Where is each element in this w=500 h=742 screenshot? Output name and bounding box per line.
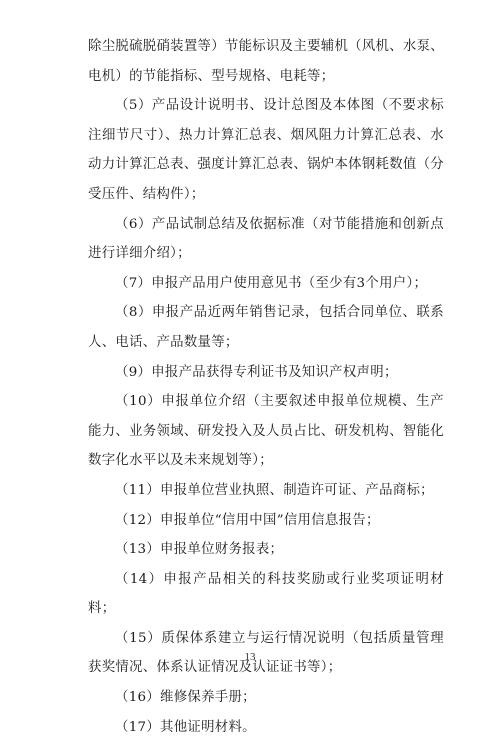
list-item-12: （12）申报单位“信用中国”信用信息报告； (115, 512, 380, 528)
list-item-7: （7）申报产品用户使用意见书（至少有3个用户）； (115, 275, 428, 291)
page-number: 13 (244, 651, 256, 663)
list-item-8: （8）申报产品近两年销售记录，包括合同单位、联系人、电话、产品数量等； (88, 305, 444, 350)
list-item-11: （11）申报单位营业执照、制造许可证、产品商标； (115, 482, 434, 498)
list-item-16: （16）维修保养手册； (115, 690, 256, 706)
paragraph-continuation: 除尘脱硫脱硝装置等）节能标识及主要辅机（风机、水泵、电机）的节能指标、型号规格、电耗等； (88, 39, 444, 84)
document-body (88, 32, 444, 742)
list-item-10: （10）申报单位介绍（主要叙述申报单位规模、生产能力、业务领域、研发投入及人员占比、研发机构、智能化数字化水平以及未来规划等）； (88, 394, 444, 469)
list-item-9: （9）申报产品获得专利证书及知识产权声明； (115, 364, 398, 380)
list-item-5: （5）产品设计说明书、设计总图及本体图（不要求标注细节尺寸）、热力计算汇总表、烟风阻力计算汇总表、水动力计算汇总表、强度计算汇总表、锅炉本体钢耗数值（分受压件、结构件）； (88, 98, 444, 202)
list-item-17: （17）其他证明材料。 (115, 719, 256, 735)
list-item-6: （6）产品试制总结及依据标准（对节能措施和创新点进行详细介绍）； (88, 216, 444, 262)
list-item-15: （15）质保体系建立与运行情况说明（包括质量管理获奖情况、体系认证情况及认证证书等）； (88, 630, 444, 676)
list-item-14: （14）申报产品相关的科技奖励或行业奖项证明材料； (88, 571, 444, 617)
list-item-13: （13）申报单位财务报表； (115, 542, 284, 558)
